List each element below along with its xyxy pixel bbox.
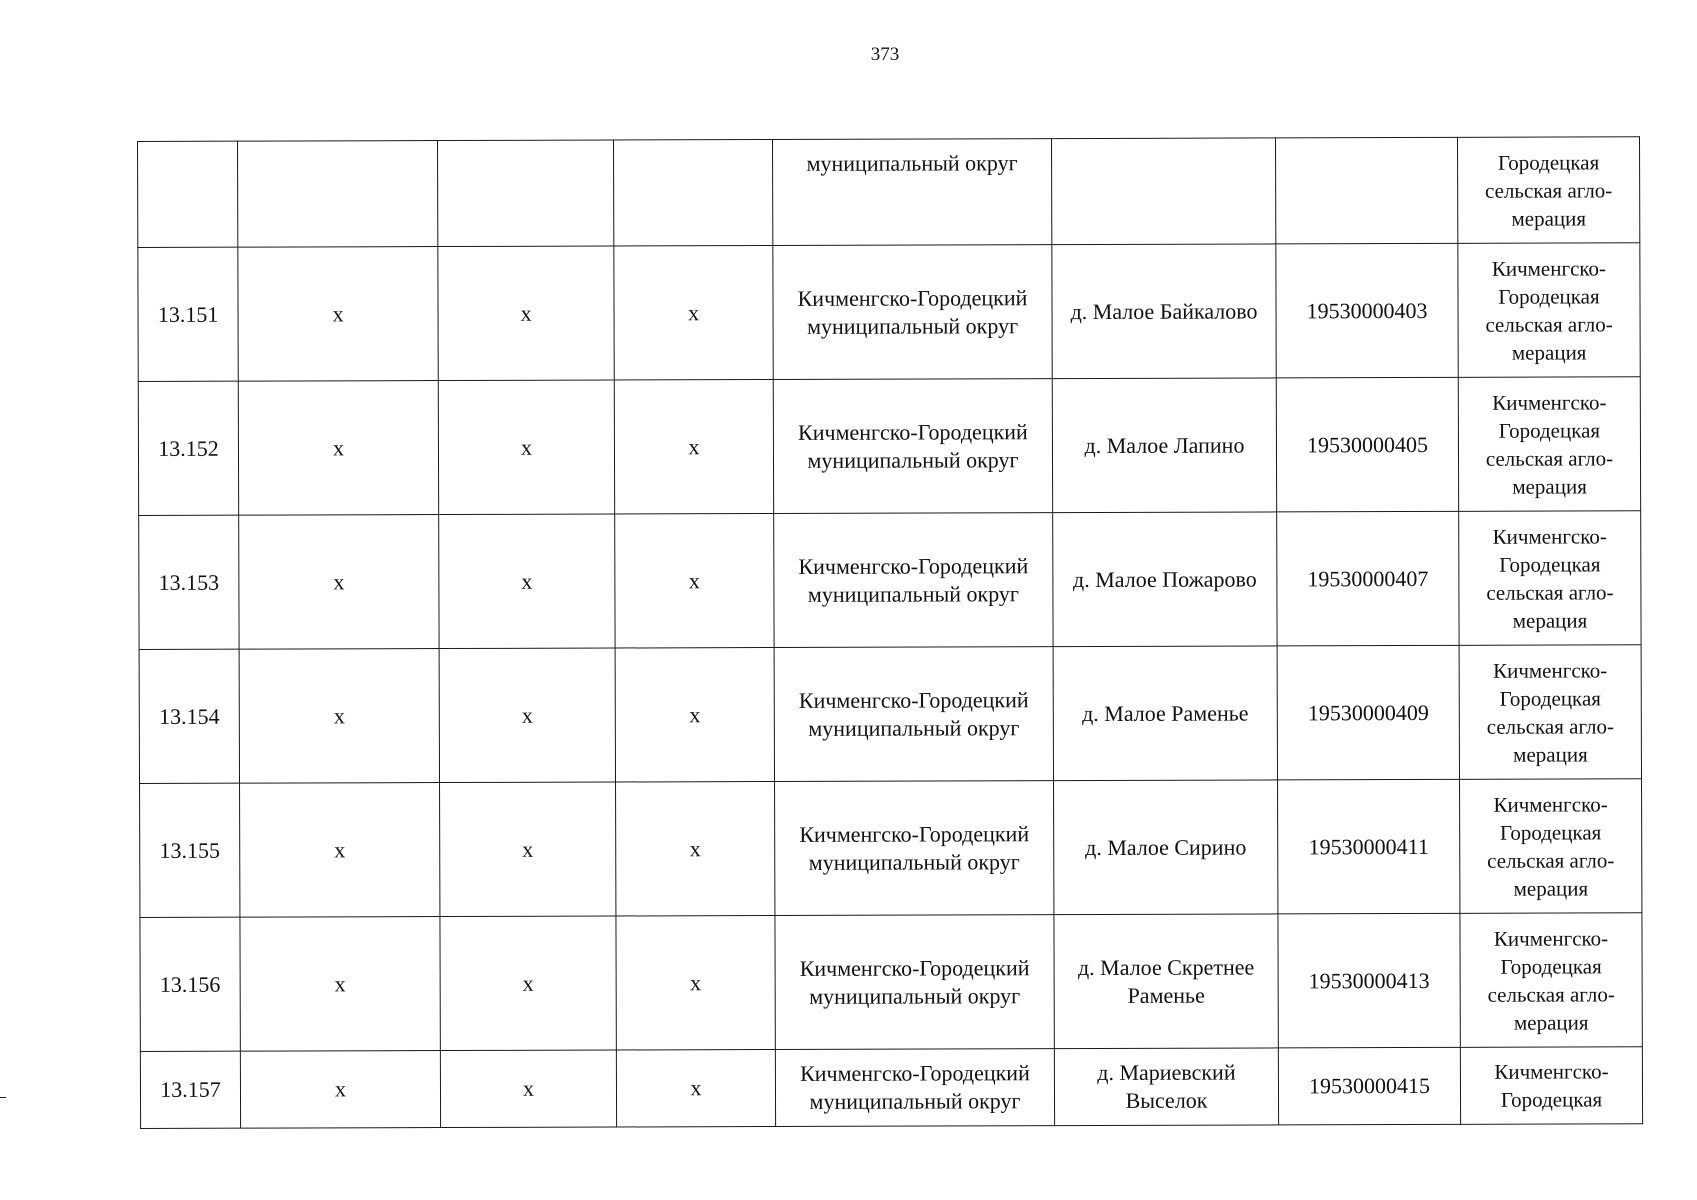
table-row — [140, 913, 1642, 1052]
cell-col4 — [613, 140, 772, 246]
table-row — [139, 645, 1641, 784]
cell-number: 13.151 — [138, 247, 238, 381]
cell-col3: x — [440, 1050, 616, 1128]
cell-col4: x — [614, 246, 773, 380]
cell-code: 19530000407 — [1277, 511, 1459, 646]
cell-district: Кичменгско-Городецкий муниципальный округ — [773, 245, 1052, 380]
cell-code: 19530000403 — [1276, 243, 1458, 378]
cell-agglomeration: Кичменгско-Городецкая сельская агло-мерация — [1458, 243, 1640, 378]
cell-col4: x — [616, 915, 775, 1049]
cell-district: Кичменгско-Городецкий муниципальный округ — [774, 647, 1053, 782]
cell-col3: x — [439, 514, 615, 649]
cell-district: Кичменгско-Городецкий муниципальный округ — [775, 915, 1054, 1050]
cell-locality: д. Малое Скретнее Раменье — [1054, 914, 1278, 1049]
cell-code: 19530000409 — [1277, 645, 1459, 780]
cell-code: 19530000415 — [1278, 1047, 1460, 1125]
cell-col2: x — [239, 515, 439, 650]
page-number: 373 — [870, 44, 900, 65]
cell-number: 13.157 — [140, 1051, 240, 1128]
table-row — [139, 511, 1641, 650]
cell-col4: x — [615, 648, 774, 782]
cell-col2: x — [238, 381, 438, 516]
cell-number — [138, 141, 238, 247]
cell-col3: x — [440, 782, 616, 917]
cell-agglomeration: Кичменгско-Городецкая сельская агло-мерация — [1459, 511, 1641, 646]
cell-locality: д. Малое Лапино — [1052, 378, 1276, 513]
cell-number: 13.156 — [140, 917, 240, 1051]
cell-col4: x — [616, 1049, 775, 1126]
cell-col3: x — [438, 380, 614, 515]
cell-col2: x — [239, 649, 439, 784]
cell-col2: x — [238, 247, 438, 382]
cell-locality: д. Малое Байкалово — [1052, 244, 1276, 379]
cell-col3 — [438, 140, 614, 247]
cell-col2: x — [240, 783, 440, 918]
cell-col2: x — [240, 917, 440, 1052]
cell-agglomeration: Кичменгско-Городецкая сельская агло-мерация — [1460, 913, 1642, 1048]
cell-code: 19530000413 — [1278, 913, 1460, 1048]
cell-agglomeration: Кичменгско-Городецкая — [1460, 1047, 1642, 1125]
cell-code — [1275, 137, 1457, 244]
cell-number: 13.154 — [139, 649, 239, 783]
table-row — [138, 243, 1640, 382]
cell-district: Кичменгско-Городецкий муниципальный округ — [775, 1049, 1054, 1127]
table-row — [140, 779, 1642, 918]
cell-locality — [1051, 138, 1275, 245]
cell-locality: д. Малое Раменье — [1053, 646, 1277, 781]
cell-locality: д. Малое Пожарово — [1053, 512, 1277, 647]
cell-code: 19530000411 — [1278, 779, 1460, 914]
cell-district: Кичменгско-Городецкий муниципальный округ — [774, 513, 1053, 648]
table-row — [140, 1047, 1642, 1129]
cell-number: 13.153 — [139, 515, 239, 649]
cell-col4: x — [614, 380, 773, 514]
cell-col4: x — [616, 782, 775, 916]
cell-number: 13.155 — [140, 783, 240, 917]
cell-agglomeration: Кичменгско-Городецкая сельская агло-мерация — [1460, 779, 1642, 914]
settlements-table — [137, 136, 1643, 1129]
cell-locality: д. Мариевский Выселок — [1054, 1048, 1278, 1126]
cell-agglomeration: Городецкая сельская агло-мерация — [1457, 137, 1639, 244]
cell-code: 19530000405 — [1276, 377, 1458, 512]
cell-agglomeration: Кичменгско-Городецкая сельская агло-мерация — [1459, 645, 1641, 780]
cell-col2: x — [240, 1051, 440, 1129]
table-row — [138, 377, 1640, 516]
cell-agglomeration: Кичменгско-Городецкая сельская агло-мерация — [1458, 377, 1640, 512]
cell-col4: x — [615, 514, 774, 648]
margin-mark — [0, 1097, 6, 1098]
cell-col2 — [238, 141, 438, 248]
cell-col3: x — [438, 246, 614, 381]
cell-district: Кичменгско-Городецкий муниципальный округ — [773, 379, 1052, 514]
cell-district: муниципальный округ — [772, 139, 1051, 246]
cell-col3: x — [439, 648, 615, 783]
cell-district: Кичменгско-Городецкий муниципальный округ — [775, 781, 1054, 916]
cell-locality: д. Малое Сирино — [1054, 780, 1278, 915]
table-row-continuation — [138, 137, 1640, 248]
cell-col3: x — [440, 916, 616, 1051]
cell-number: 13.152 — [138, 381, 238, 515]
